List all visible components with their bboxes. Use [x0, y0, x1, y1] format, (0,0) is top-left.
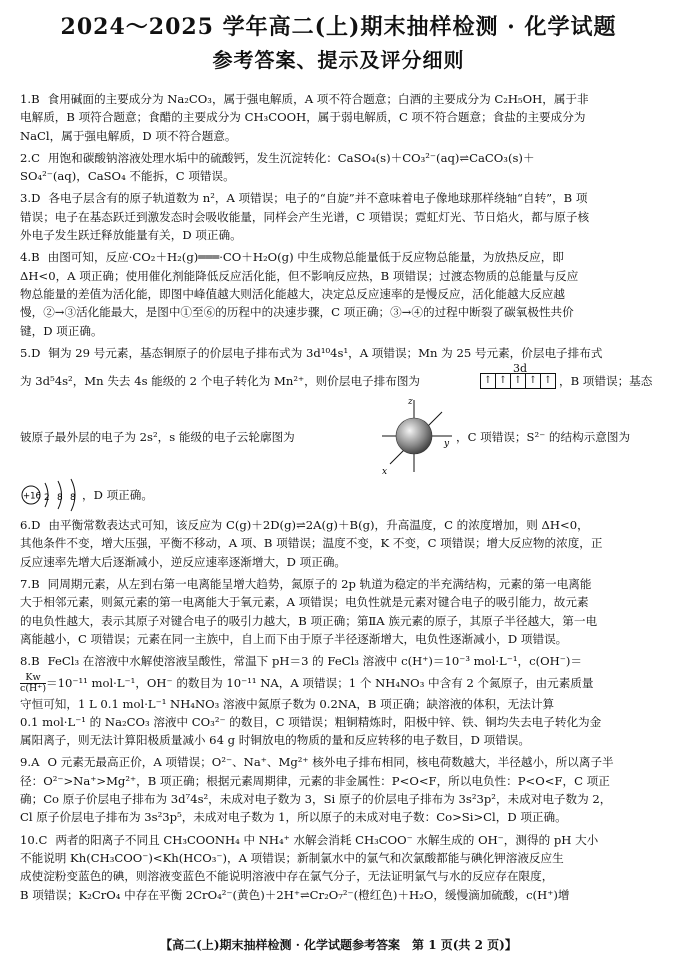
- item-line: 反应速率先增大后逐渐减小，逆反应速率逐渐增大，D 项正确。: [20, 554, 347, 569]
- item-line: 不能说明 Kh(CH₃COO⁻)<Kh(HCO₃⁻)，A 项错误；新制氯水中的氯气和次氯酸都能与碘化钾溶液反应生: [20, 850, 564, 865]
- item-line: ΔH<0，A 项正确；使用催化剂能降低反应活化能，但不影响反应热，B 项错误；过渡态物质的总能量与反应: [20, 268, 579, 283]
- page-title: 2024～2025 学年高二(上)期末抽样检测 · 化学试题: [60, 14, 617, 40]
- orbital-diagram-line: [20, 362, 662, 394]
- item-number: 3.: [20, 191, 32, 206]
- item-line: 各电子层含有的原子轨道数为 n²，A 项错误；电子的“自旋”并不意味着电子像地球那样绕轴“自转”，B 项: [48, 191, 588, 206]
- shell-electrons: 8: [57, 493, 63, 504]
- item-number: 9.: [20, 755, 32, 770]
- item-line: B 项错误；K₂CrO₄ 中存在平衡 2CrO₄²⁻(黄色)＋2H⁺⇌Cr₂O₇²⁻(橙红色)＋H₂O，缓慢滴加硫酸，c(H⁺)增: [20, 887, 570, 902]
- item-line: O 元素无最高正价，A 项错误；O²⁻、Na⁺、Mg²⁺ 核外电子排布相同，核电荷数越大，半径越小，所以离子半: [47, 755, 614, 770]
- list-item: [20, 753, 662, 826]
- nucleus-charge: +16: [23, 491, 41, 502]
- item-line: 铍原子最外层的电子为 2s²，s 能级的电子云轮廓图为: [20, 430, 295, 445]
- atom-structure-line: [20, 478, 662, 512]
- item-line: 用饱和碳酸钠溶液处理水垢中的硫酸钙，发生沉淀转化：CaSO₄(s)＋CO₃²⁻(aq)⇌CaCO₃(s)＋: [47, 150, 535, 165]
- item-line: 属阳离子，则无法计算阳极质量减小 64 g 时铜放电的物质的量和反应转移的电子数目，D 项错误。: [20, 733, 530, 748]
- fraction-denominator: c(H⁺): [20, 683, 47, 695]
- item-answer: D: [31, 518, 41, 533]
- item-line: 食用碱面的主要成分为 Na₂CO₃，属于强电解质，A 项不符合题意；白酒的主要成分为 C₂H₅OH，属于非: [47, 92, 589, 106]
- item-line: 慢，②→③活化能最大，是图中①至⑥的历程中的决速步骤，C 项正确；③→④的过程中断裂了碳氧极性共价: [20, 305, 574, 320]
- item-answer: B: [31, 92, 40, 106]
- item-number: 4.: [20, 250, 32, 265]
- orbital-box: ↑: [496, 374, 511, 388]
- item-line: ，D 项正确。: [82, 488, 153, 503]
- item-line: ，B 项错误；基态: [559, 374, 653, 389]
- electron-cloud-line: [20, 394, 662, 478]
- item-answer: B: [31, 577, 40, 592]
- item-number: 7.: [20, 577, 32, 592]
- item-answer: D: [31, 345, 41, 360]
- kw-fraction: [20, 673, 46, 694]
- item-line: 电解质，B 项符合题意；食醋的主要成分为 CH₃COOH，属于弱电解质，C 项不符合题意；食盐的主要成分为: [20, 110, 586, 125]
- item-line: 径：O²⁻>Na⁺>Mg²⁺，B 项正确；根据元素周期律，元素的非金属性：P<O<F，所以电负性：P<O<F，C 项正: [20, 773, 610, 788]
- item-line: 其他条件不变，增大压强，平衡不移动，A 项、B 项错误；温度不变，K 不变，C 项错误；增大反应物的浓度，正: [20, 536, 603, 551]
- item-answer: B: [31, 654, 40, 669]
- list-item: [20, 189, 662, 244]
- axis-label: z: [408, 397, 413, 408]
- item-line: 键，D 项正确。: [20, 323, 103, 338]
- orbital-label: 3d: [513, 362, 528, 376]
- item-line: 铜为 29 号元素，基态铜原子的价层电子排布式为 3d¹⁰4s¹，A 项错误；Mn 为 25 号元素，价层电子排布式: [48, 345, 603, 360]
- item-line: SO₄²⁻(aq)，CaSO₄ 不能拆，C 项错误。: [20, 169, 235, 184]
- item-line: 守恒可知，1 L 0.1 mol·L⁻¹ NH₄NO₃ 溶液中氮原子数为 0.2NA，B 项正确；缺溶液的体积，无法计算: [20, 696, 555, 711]
- item-line: ＝10⁻¹¹ mol·L⁻¹，OH⁻ 的数目为 10⁻¹¹ NA，A 项错误；1 个 NH₄NO₃ 中含有 2 个氮原子，由元素质量: [46, 675, 594, 690]
- item-number: 2.: [20, 150, 32, 165]
- item-answer: D: [31, 191, 41, 206]
- item-line: 离能越小，C 项错误；元素在同一主族中，自上而下由于原子半径逐渐增大，电负性逐渐减小，D 项错误。: [20, 631, 568, 646]
- item-answer: B: [31, 250, 40, 265]
- item-number: 6.: [20, 518, 32, 533]
- fraction-numerator: Kw: [20, 673, 46, 684]
- item-line: Cl 原子价层电子排布为 3s²3p⁵，未成对电子数为 1，所以原子的未成对电子数：Co>Si>Cl，D 项正确。: [20, 810, 567, 825]
- item-line: 由图可知，反应·CO₂＋H₂(g)═══·CO＋H₂O(g) 中生成物总能量低于反应物总能量，为放热反应，即: [47, 250, 564, 265]
- orbital-box: ↑: [511, 374, 526, 388]
- orbital-boxes: [480, 373, 556, 389]
- list-item: [20, 831, 662, 904]
- item-line: FeCl₃ 在溶液中水解使溶液呈酸性，常温下 pH＝3 的 FeCl₃ 溶液中 c(H⁺)＝10⁻³ mol·L⁻¹，c(OH⁻)＝: [47, 654, 582, 669]
- item-line: ，C 项错误；S²⁻ 的结构示意图为: [456, 430, 631, 445]
- item-line: 错误；电子在基态跃迁到激发态时会吸收能量，同样会产生光谱，C 项错误；霓虹灯光、节日焰火，都与原子核: [20, 209, 590, 224]
- item-line: 确；Co 原子价层电子排布为 3d⁷4s²，未成对电子数为 3，Si 原子的价层电子排布为 3s²3p²，未成对电子数为 2，: [20, 792, 612, 807]
- item-line: 为 3d⁵4s²，Mn 失去 4s 能级的 2 个电子转化为 Mn²⁺，则价层电子排布图为: [20, 374, 421, 389]
- item-line: 同周期元素，从左到右第一电离能呈增大趋势，氮原子的 2p 轨道为稳定的半充满结构，元素的第一电离能: [47, 577, 592, 592]
- item-line: NaCl，属于强电解质，D 项不符合题意。: [20, 128, 237, 143]
- list-item: [20, 248, 662, 339]
- list-item: [20, 516, 662, 571]
- item-line: 0.1 mol·L⁻¹ 的 Na₂CO₃ 溶液中 CO₃²⁻ 的数目，C 项错误；粗铜精炼时，阳极中锌、铁、铜均失去电子转化为金: [20, 714, 602, 729]
- s-orbital-sphere-icon: [372, 394, 456, 478]
- list-item: [20, 149, 662, 186]
- shell-electrons: 8: [70, 493, 76, 504]
- item-line: 大于相邻元素，则氮元素的第一电离能大于氧元素，A 项错误；电负性就是元素对键合电子的吸引能力，故元素: [20, 595, 589, 610]
- axis-label: x: [382, 467, 388, 478]
- item-line: 外电子发生跃迁释放能量有关，D 项正确。: [20, 228, 242, 243]
- list-item: [20, 344, 662, 512]
- shell-electrons: 2: [44, 493, 50, 504]
- list-item: [20, 575, 662, 648]
- item-line: 物总能量的差值为活化能，即图中峰值越大则活化能越大，决定总反应速率的是慢反应，活化能越大反应越: [20, 286, 565, 301]
- item-answer: A: [31, 755, 40, 770]
- item-line: 成使淀粉变蓝色的碘，则溶液变蓝色不能说明溶液中存在氯气分子，无法证明氯气与水的反应存在限度，: [20, 869, 554, 884]
- page-footer: 【高二(上)期末抽样检测 · 化学试题参考答案 第 1 页(共 2 页)】: [160, 938, 517, 952]
- item-line: 的电负性越大，表示其原子对键合电子的吸引力越大，B 项正确；第ⅡA 族元素的原子，其原子半径越大，第一电: [20, 613, 598, 628]
- item-number: 10.: [20, 832, 39, 847]
- item-number: 5.: [20, 345, 32, 360]
- sulfide-ion-structure-icon: [20, 478, 90, 512]
- page-subtitle: 参考答案、提示及评分细则: [212, 48, 465, 72]
- item-line: 由平衡常数表达式可知，该反应为 C(g)＋2D(g)⇌2A(g)＋B(g)，升高温度，C 的浓度增加，则 ΔH<0，: [48, 518, 589, 533]
- item-number: 8.: [20, 654, 32, 669]
- answer-list: [20, 90, 662, 908]
- item-number: 1.: [20, 92, 32, 106]
- item-answer: C: [38, 832, 48, 847]
- list-item: [20, 90, 662, 145]
- item-answer: C: [31, 150, 40, 165]
- orbital-box: ↑: [526, 374, 541, 388]
- list-item: [20, 652, 662, 749]
- orbital-box: ↑: [481, 374, 496, 388]
- orbital-box: ↑: [543, 375, 553, 387]
- item-line: 两者的阳离子不同且 CH₃COONH₄ 中 NH₄⁺ 水解会消耗 CH₃COO⁻ 水解生成的 OH⁻，测得的 pH 大小: [55, 832, 599, 847]
- axis-label: y: [444, 439, 450, 450]
